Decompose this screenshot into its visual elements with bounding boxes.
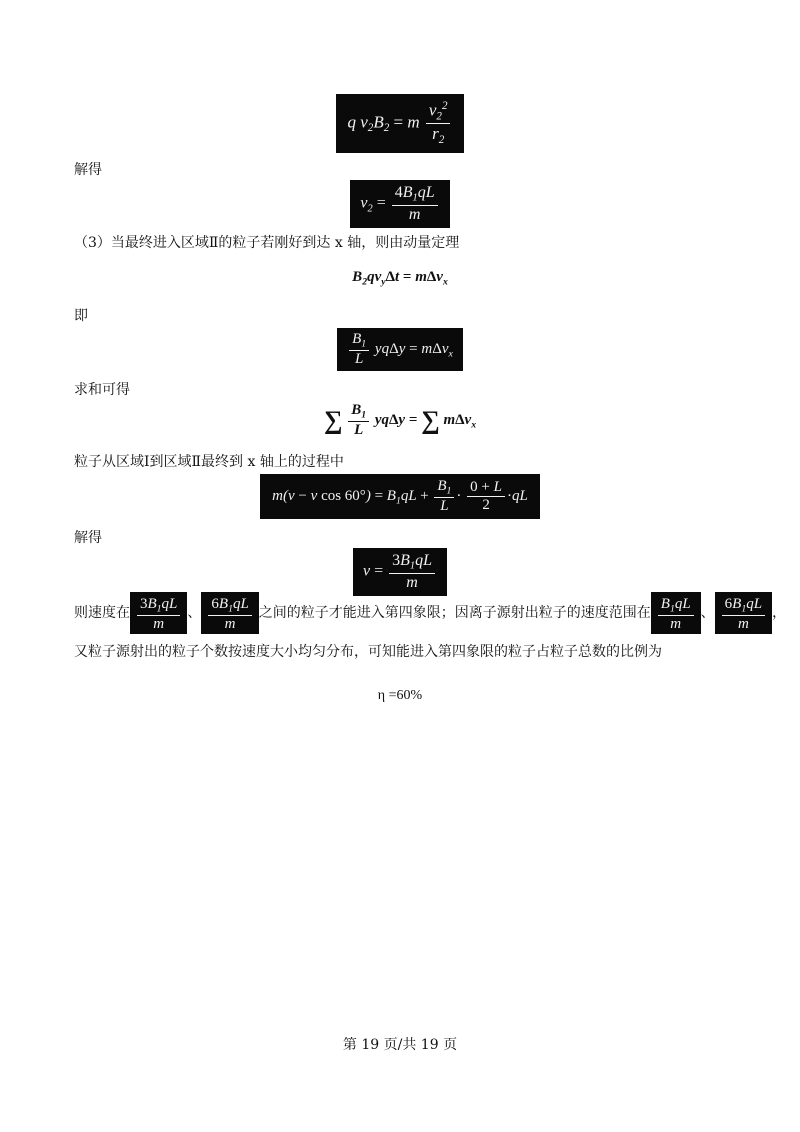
equation-image: q $v_2B_2 = m$ $\frac{v_2^2}{r_2}$ — [336, 94, 465, 153]
text-qiu-he: 求和可得 — [74, 382, 130, 398]
text-q3-intro: （3）当最终进入区域Ⅱ的粒子若刚好到达 x 轴，则由动量定理 — [74, 235, 460, 251]
frac-3b1qL-m: $\frac{3B_1qL}{m}$ — [130, 592, 187, 634]
equation-image: v = $\frac{3B_1qL}{m}$ — [353, 548, 447, 596]
equation-image: $\frac{B_1}{L}$ yqΔy = mΔv$_x$ — [337, 328, 463, 371]
text-jie-de-1: 解得 — [74, 162, 102, 178]
frac-6b1qL-m: $\frac{6B_1qL}{m}$ — [201, 592, 258, 634]
speed-pre: 则速度在 — [74, 605, 130, 621]
frac-6b1qL-m-2: $\frac{6B_1qL}{m}$ — [715, 592, 772, 634]
equation-v — [0, 548, 800, 596]
speed-sep2: 、 — [700, 605, 715, 621]
text-speed-range — [74, 592, 786, 634]
speed-sep: 、 — [187, 605, 202, 621]
text-process: 粒子从区域Ⅰ到区域Ⅱ最终到 x 轴上的过程中 — [74, 454, 344, 470]
speed-mid: 之间的粒子才能进入第四象限；因离子源射出粒子的速度范围在 — [258, 605, 651, 621]
text-distribution: 又粒子源射出的粒子个数按速度大小均匀分布，可知能进入第四象限的粒子占粒子总数的比例为 — [74, 644, 662, 660]
text-eta: η =60% — [377, 688, 423, 703]
equation-image: $v_2$ = $\frac{4B_1qL}{m}$ — [350, 180, 449, 228]
equation-image: m(v − v $\cos 60^\circ) = B_1qL$ + $\frac{B_1}{L}$ · $\frac{0 + L}{2}$ ·qL — [260, 474, 540, 519]
equation-v2 — [0, 180, 800, 228]
equation-momentum: $B_2qv_y\Delta t = m\Delta v_x$ — [352, 269, 448, 288]
equation-sum: ∑ $\frac{B_1}{L}$ yqΔy = ∑ mΔv$_x$ — [323, 402, 477, 438]
speed-end: ， — [772, 605, 787, 621]
equation-centripetal — [0, 94, 800, 153]
equation-ji — [0, 328, 800, 371]
frac-b1qL-m: $\frac{B_1qL}{m}$ — [651, 592, 701, 634]
text-jie-de-2: 解得 — [74, 530, 102, 546]
page-footer: 第 19 页/共 19 页 — [342, 1037, 458, 1053]
text-ji: 即 — [74, 308, 88, 324]
equation-energy — [0, 474, 800, 519]
